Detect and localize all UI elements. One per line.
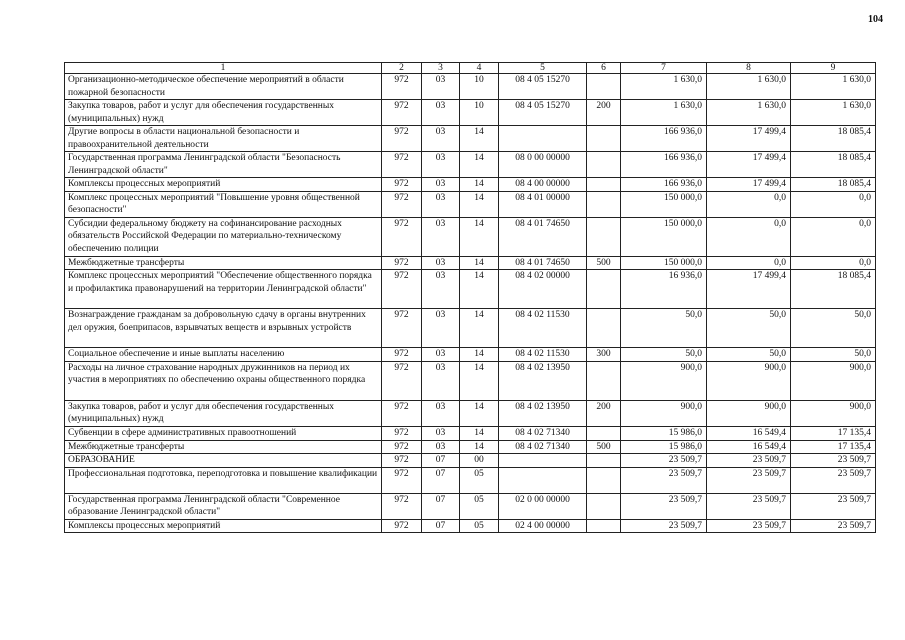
amount-year-2-cell: 0,0 bbox=[707, 191, 791, 217]
amount-year-3-cell: 1 630,0 bbox=[791, 100, 876, 126]
expense-type-code-cell: 200 bbox=[587, 400, 621, 426]
table-row bbox=[65, 270, 876, 309]
section-code-cell: 03 bbox=[422, 426, 460, 440]
expense-type-code-cell bbox=[587, 519, 621, 533]
section-code-cell: 03 bbox=[422, 348, 460, 362]
expense-type-code-cell bbox=[587, 454, 621, 468]
column-header-4: 4 bbox=[460, 63, 499, 74]
expense-type-code-cell bbox=[587, 361, 621, 400]
expense-type-code-cell bbox=[587, 217, 621, 256]
amount-year-3-cell: 0,0 bbox=[791, 256, 876, 270]
subsection-code-cell: 14 bbox=[460, 256, 499, 270]
amount-year-2-cell: 23 509,7 bbox=[707, 467, 791, 493]
expense-type-code-cell: 500 bbox=[587, 440, 621, 454]
target-article-code-cell: 08 4 02 11530 bbox=[499, 309, 587, 348]
table-row bbox=[65, 426, 876, 440]
ministry-code-cell: 972 bbox=[382, 217, 422, 256]
amount-year-1-cell: 23 509,7 bbox=[621, 493, 707, 519]
amount-year-3-cell: 23 509,7 bbox=[791, 467, 876, 493]
table-row bbox=[65, 519, 876, 533]
section-code-cell: 03 bbox=[422, 256, 460, 270]
item-name-cell: Комплексы процессных мероприятий bbox=[65, 178, 382, 192]
ministry-code-cell: 972 bbox=[382, 74, 422, 100]
subsection-code-cell: 05 bbox=[460, 493, 499, 519]
table-row bbox=[65, 178, 876, 192]
amount-year-1-cell: 16 936,0 bbox=[621, 270, 707, 309]
amount-year-2-cell: 16 549,4 bbox=[707, 426, 791, 440]
amount-year-1-cell: 23 509,7 bbox=[621, 454, 707, 468]
amount-year-3-cell: 18 085,4 bbox=[791, 126, 876, 152]
subsection-code-cell: 05 bbox=[460, 467, 499, 493]
column-header-6: 6 bbox=[587, 63, 621, 74]
item-name-cell: Комплекс процессных мероприятий "Повышение уровня общественной безопасности" bbox=[65, 191, 382, 217]
amount-year-1-cell: 166 936,0 bbox=[621, 178, 707, 192]
ministry-code-cell: 972 bbox=[382, 440, 422, 454]
expense-type-code-cell bbox=[587, 309, 621, 348]
amount-year-3-cell: 50,0 bbox=[791, 348, 876, 362]
target-article-code-cell: 08 4 05 15270 bbox=[499, 74, 587, 100]
section-code-cell: 07 bbox=[422, 454, 460, 468]
item-name-cell: Комплекс процессных мероприятий "Обеспечение общественного порядка и профилактика правонарушений на территории Ленинградской области" bbox=[65, 270, 382, 309]
column-header-9: 9 bbox=[791, 63, 876, 74]
amount-year-3-cell: 900,0 bbox=[791, 400, 876, 426]
amount-year-1-cell: 23 509,7 bbox=[621, 467, 707, 493]
amount-year-3-cell: 23 509,7 bbox=[791, 519, 876, 533]
target-article-code-cell: 08 4 02 71340 bbox=[499, 426, 587, 440]
column-header-2: 2 bbox=[382, 63, 422, 74]
amount-year-1-cell: 15 986,0 bbox=[621, 426, 707, 440]
section-code-cell: 03 bbox=[422, 309, 460, 348]
section-code-cell: 07 bbox=[422, 493, 460, 519]
ministry-code-cell: 972 bbox=[382, 493, 422, 519]
section-code-cell: 03 bbox=[422, 217, 460, 256]
amount-year-2-cell: 0,0 bbox=[707, 217, 791, 256]
item-name-cell: Субсидии федеральному бюджету на софинансирование расходных обязательств Российской Федерации по материально-техническому обеспечению полиции bbox=[65, 217, 382, 256]
ministry-code-cell: 972 bbox=[382, 309, 422, 348]
item-name-cell: Вознаграждение гражданам за добровольную сдачу в органы внутренних дел оружия, боеприпасов, взрывчатых веществ и взрывных устройств bbox=[65, 309, 382, 348]
target-article-code-cell: 08 4 02 11530 bbox=[499, 348, 587, 362]
item-name-cell: Закупка товаров, работ и услуг для обеспечения государственных (муниципальных) нужд bbox=[65, 400, 382, 426]
amount-year-3-cell: 1 630,0 bbox=[791, 74, 876, 100]
amount-year-2-cell: 50,0 bbox=[707, 309, 791, 348]
section-code-cell: 03 bbox=[422, 361, 460, 400]
expense-type-code-cell bbox=[587, 493, 621, 519]
item-name-cell: Расходы на личное страхование народных дружинников на период их участия в мероприятиях по обеспечению охраны общественного порядка bbox=[65, 361, 382, 400]
subsection-code-cell: 10 bbox=[460, 100, 499, 126]
target-article-code-cell: 08 0 00 00000 bbox=[499, 152, 587, 178]
ministry-code-cell: 972 bbox=[382, 467, 422, 493]
subsection-code-cell: 10 bbox=[460, 74, 499, 100]
target-article-code-cell bbox=[499, 467, 587, 493]
amount-year-1-cell: 166 936,0 bbox=[621, 126, 707, 152]
target-article-code-cell: 02 4 00 00000 bbox=[499, 519, 587, 533]
subsection-code-cell: 00 bbox=[460, 454, 499, 468]
amount-year-1-cell: 1 630,0 bbox=[621, 74, 707, 100]
amount-year-3-cell: 23 509,7 bbox=[791, 493, 876, 519]
subsection-code-cell: 14 bbox=[460, 400, 499, 426]
amount-year-2-cell: 16 549,4 bbox=[707, 440, 791, 454]
target-article-code-cell bbox=[499, 126, 587, 152]
amount-year-1-cell: 50,0 bbox=[621, 309, 707, 348]
expense-type-code-cell bbox=[587, 467, 621, 493]
amount-year-1-cell: 15 986,0 bbox=[621, 440, 707, 454]
subsection-code-cell: 14 bbox=[460, 217, 499, 256]
table-row bbox=[65, 467, 876, 493]
expense-type-code-cell: 200 bbox=[587, 100, 621, 126]
amount-year-2-cell: 17 499,4 bbox=[707, 152, 791, 178]
amount-year-3-cell: 23 509,7 bbox=[791, 454, 876, 468]
ministry-code-cell: 972 bbox=[382, 178, 422, 192]
amount-year-3-cell: 50,0 bbox=[791, 309, 876, 348]
item-name-cell: Социальное обеспечение и иные выплаты населению bbox=[65, 348, 382, 362]
amount-year-2-cell: 17 499,4 bbox=[707, 270, 791, 309]
ministry-code-cell: 972 bbox=[382, 361, 422, 400]
section-code-cell: 03 bbox=[422, 126, 460, 152]
expense-type-code-cell bbox=[587, 152, 621, 178]
target-article-code-cell: 08 4 02 13950 bbox=[499, 361, 587, 400]
item-name-cell: Профессиональная подготовка, переподготовка и повышение квалификации bbox=[65, 467, 382, 493]
target-article-code-cell: 08 4 00 00000 bbox=[499, 178, 587, 192]
item-name-cell: ОБРАЗОВАНИЕ bbox=[65, 454, 382, 468]
amount-year-2-cell: 1 630,0 bbox=[707, 74, 791, 100]
subsection-code-cell: 14 bbox=[460, 178, 499, 192]
target-article-code-cell: 08 4 02 13950 bbox=[499, 400, 587, 426]
amount-year-3-cell: 900,0 bbox=[791, 361, 876, 400]
expense-type-code-cell bbox=[587, 74, 621, 100]
column-header-1: 1 bbox=[65, 63, 382, 74]
target-article-code-cell: 08 4 01 74650 bbox=[499, 256, 587, 270]
amount-year-1-cell: 150 000,0 bbox=[621, 191, 707, 217]
expense-type-code-cell: 500 bbox=[587, 256, 621, 270]
amount-year-2-cell: 23 509,7 bbox=[707, 519, 791, 533]
expense-type-code-cell bbox=[587, 270, 621, 309]
target-article-code-cell: 08 4 05 15270 bbox=[499, 100, 587, 126]
page-number: 104 bbox=[868, 14, 883, 25]
ministry-code-cell: 972 bbox=[382, 270, 422, 309]
amount-year-3-cell: 18 085,4 bbox=[791, 270, 876, 309]
subsection-code-cell: 14 bbox=[460, 152, 499, 178]
amount-year-3-cell: 18 085,4 bbox=[791, 152, 876, 178]
section-code-cell: 07 bbox=[422, 519, 460, 533]
amount-year-1-cell: 900,0 bbox=[621, 400, 707, 426]
amount-year-1-cell: 150 000,0 bbox=[621, 217, 707, 256]
ministry-code-cell: 972 bbox=[382, 152, 422, 178]
amount-year-3-cell: 0,0 bbox=[791, 217, 876, 256]
amount-year-2-cell: 50,0 bbox=[707, 348, 791, 362]
subsection-code-cell: 14 bbox=[460, 309, 499, 348]
ministry-code-cell: 972 bbox=[382, 400, 422, 426]
ministry-code-cell: 972 bbox=[382, 454, 422, 468]
item-name-cell: Организационно-методическое обеспечение мероприятий в области пожарной безопасности bbox=[65, 74, 382, 100]
ministry-code-cell: 972 bbox=[382, 191, 422, 217]
amount-year-1-cell: 1 630,0 bbox=[621, 100, 707, 126]
table-body bbox=[65, 74, 876, 533]
ministry-code-cell: 972 bbox=[382, 256, 422, 270]
target-article-code-cell: 08 4 01 74650 bbox=[499, 217, 587, 256]
item-name-cell: Субвенции в сфере административных правоотношений bbox=[65, 426, 382, 440]
amount-year-3-cell: 0,0 bbox=[791, 191, 876, 217]
table-row bbox=[65, 348, 876, 362]
target-article-code-cell: 08 4 02 71340 bbox=[499, 440, 587, 454]
expense-type-code-cell bbox=[587, 426, 621, 440]
item-name-cell: Межбюджетные трансферты bbox=[65, 440, 382, 454]
target-article-code-cell bbox=[499, 454, 587, 468]
table-row bbox=[65, 256, 876, 270]
table-row bbox=[65, 74, 876, 100]
table-row bbox=[65, 126, 876, 152]
subsection-code-cell: 14 bbox=[460, 426, 499, 440]
subsection-code-cell: 05 bbox=[460, 519, 499, 533]
column-header-3: 3 bbox=[422, 63, 460, 74]
table-row bbox=[65, 152, 876, 178]
amount-year-2-cell: 0,0 bbox=[707, 256, 791, 270]
table-row bbox=[65, 309, 876, 348]
section-code-cell: 03 bbox=[422, 100, 460, 126]
ministry-code-cell: 972 bbox=[382, 348, 422, 362]
amount-year-2-cell: 900,0 bbox=[707, 361, 791, 400]
section-code-cell: 03 bbox=[422, 440, 460, 454]
item-name-cell: Закупка товаров, работ и услуг для обеспечения государственных (муниципальных) нужд bbox=[65, 100, 382, 126]
subsection-code-cell: 14 bbox=[460, 126, 499, 152]
target-article-code-cell: 08 4 02 00000 bbox=[499, 270, 587, 309]
amount-year-2-cell: 1 630,0 bbox=[707, 100, 791, 126]
table-row bbox=[65, 493, 876, 519]
amount-year-3-cell: 17 135,4 bbox=[791, 440, 876, 454]
ministry-code-cell: 972 bbox=[382, 126, 422, 152]
target-article-code-cell: 02 0 00 00000 bbox=[499, 493, 587, 519]
subsection-code-cell: 14 bbox=[460, 191, 499, 217]
section-code-cell: 03 bbox=[422, 152, 460, 178]
amount-year-2-cell: 23 509,7 bbox=[707, 454, 791, 468]
table-row bbox=[65, 191, 876, 217]
table-row bbox=[65, 440, 876, 454]
column-header-8: 8 bbox=[707, 63, 791, 74]
amount-year-3-cell: 17 135,4 bbox=[791, 426, 876, 440]
ministry-code-cell: 972 bbox=[382, 100, 422, 126]
expense-type-code-cell bbox=[587, 178, 621, 192]
item-name-cell: Государственная программа Ленинградской области "Безопасность Ленинградской области" bbox=[65, 152, 382, 178]
section-code-cell: 03 bbox=[422, 74, 460, 100]
amount-year-1-cell: 166 936,0 bbox=[621, 152, 707, 178]
table-row bbox=[65, 454, 876, 468]
item-name-cell: Другие вопросы в области национальной безопасности и правоохранительной деятельности bbox=[65, 126, 382, 152]
subsection-code-cell: 14 bbox=[460, 440, 499, 454]
header-row bbox=[65, 63, 876, 74]
expense-type-code-cell: 300 bbox=[587, 348, 621, 362]
item-name-cell: Комплексы процессных мероприятий bbox=[65, 519, 382, 533]
amount-year-3-cell: 18 085,4 bbox=[791, 178, 876, 192]
expense-type-code-cell bbox=[587, 191, 621, 217]
subsection-code-cell: 14 bbox=[460, 348, 499, 362]
section-code-cell: 03 bbox=[422, 191, 460, 217]
table-row bbox=[65, 100, 876, 126]
amount-year-1-cell: 900,0 bbox=[621, 361, 707, 400]
table-row bbox=[65, 217, 876, 256]
section-code-cell: 03 bbox=[422, 178, 460, 192]
amount-year-1-cell: 150 000,0 bbox=[621, 256, 707, 270]
table-row bbox=[65, 400, 876, 426]
ministry-code-cell: 972 bbox=[382, 519, 422, 533]
section-code-cell: 03 bbox=[422, 400, 460, 426]
amount-year-2-cell: 17 499,4 bbox=[707, 178, 791, 192]
amount-year-1-cell: 23 509,7 bbox=[621, 519, 707, 533]
amount-year-2-cell: 900,0 bbox=[707, 400, 791, 426]
budget-table bbox=[64, 62, 876, 533]
table-row bbox=[65, 361, 876, 400]
section-code-cell: 03 bbox=[422, 270, 460, 309]
amount-year-1-cell: 50,0 bbox=[621, 348, 707, 362]
item-name-cell: Государственная программа Ленинградской области "Современное образование Ленинградской области" bbox=[65, 493, 382, 519]
subsection-code-cell: 14 bbox=[460, 270, 499, 309]
item-name-cell: Межбюджетные трансферты bbox=[65, 256, 382, 270]
subsection-code-cell: 14 bbox=[460, 361, 499, 400]
expense-type-code-cell bbox=[587, 126, 621, 152]
amount-year-2-cell: 23 509,7 bbox=[707, 493, 791, 519]
amount-year-2-cell: 17 499,4 bbox=[707, 126, 791, 152]
column-header-5: 5 bbox=[499, 63, 587, 74]
ministry-code-cell: 972 bbox=[382, 426, 422, 440]
target-article-code-cell: 08 4 01 00000 bbox=[499, 191, 587, 217]
section-code-cell: 07 bbox=[422, 467, 460, 493]
column-header-7: 7 bbox=[621, 63, 707, 74]
